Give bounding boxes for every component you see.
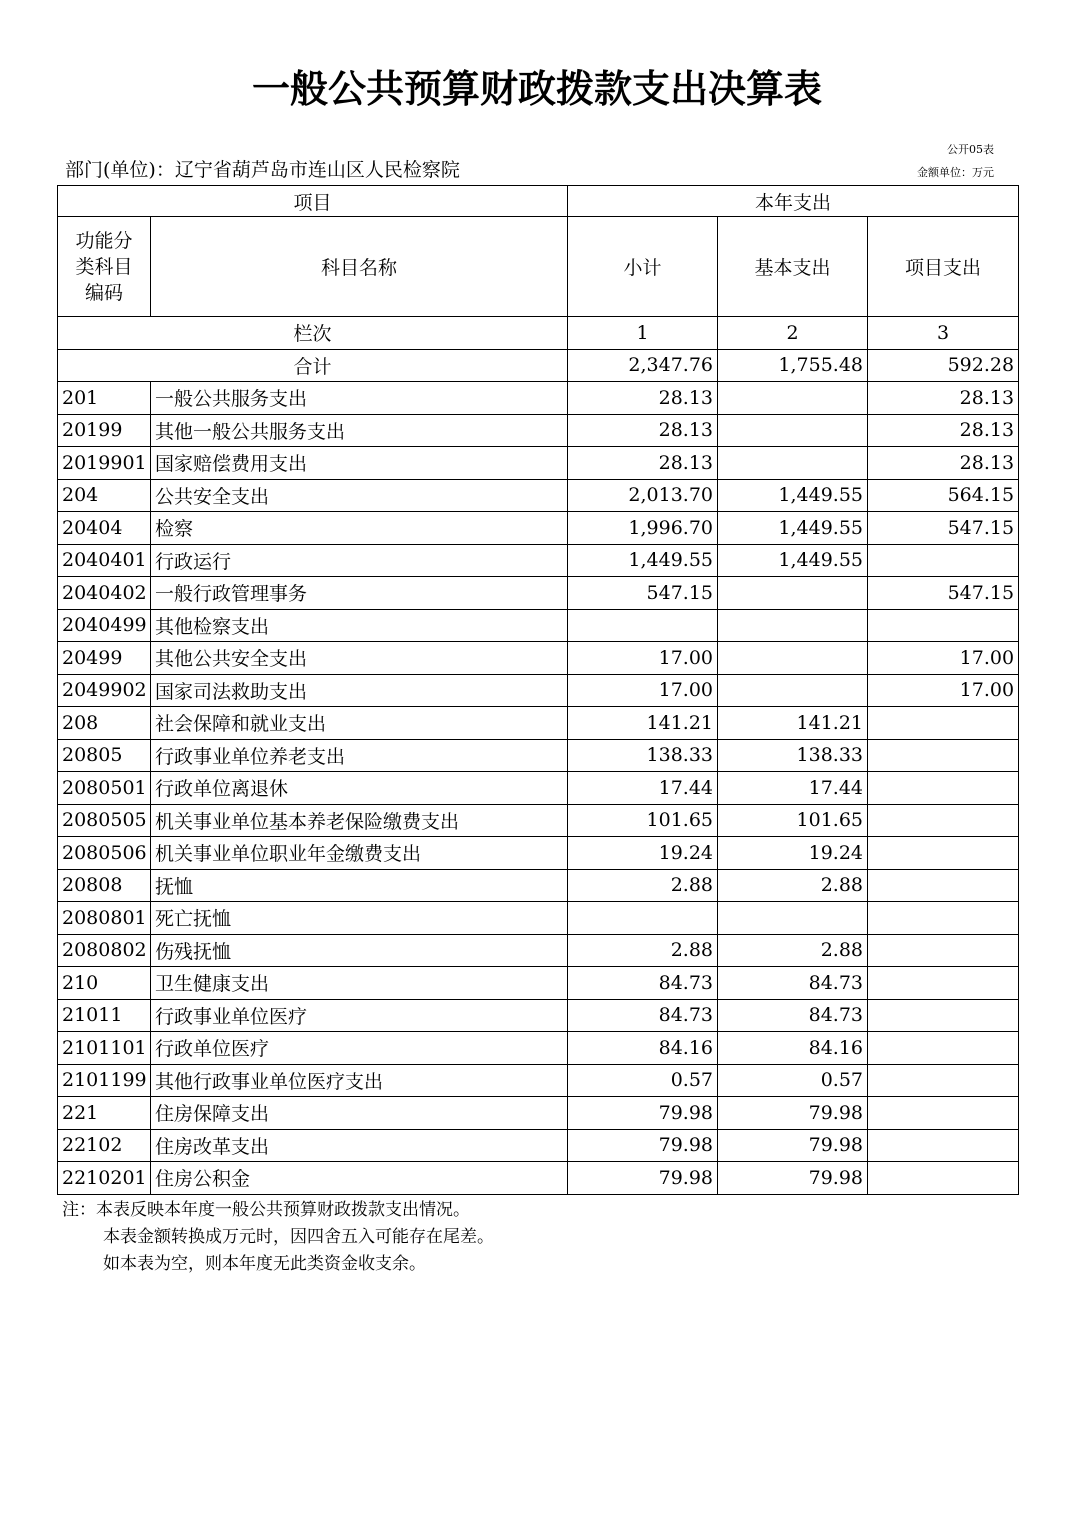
row-name: 行政运行	[151, 544, 568, 577]
row-basic: 79.98	[718, 1129, 868, 1162]
row-subtotal: 141.21	[568, 707, 718, 740]
row-code: 21011	[58, 999, 151, 1032]
table-row	[58, 1097, 1019, 1130]
row-basic: 19.24	[718, 837, 868, 870]
row-code: 2080802	[58, 934, 151, 967]
row-name: 其他行政事业单位医疗支出	[151, 1064, 568, 1097]
note-line: 如本表为空，则本年度无此类资金收支余。	[103, 1254, 426, 1274]
table-row	[58, 934, 1019, 967]
row-project: 28.13	[868, 382, 1019, 415]
row-subtotal: 2.88	[568, 869, 718, 902]
row-project	[868, 1129, 1019, 1162]
header-current-year-expense: 本年支出	[568, 186, 1019, 217]
row-code: 221	[58, 1097, 151, 1130]
row-name: 住房保障支出	[151, 1097, 568, 1130]
row-basic: 141.21	[718, 707, 868, 740]
form-number: 公开05表	[947, 143, 994, 156]
row-project: 564.15	[868, 479, 1019, 512]
row-code: 208	[58, 707, 151, 740]
row-basic: 17.44	[718, 772, 868, 805]
row-name: 一般公共服务支出	[151, 382, 568, 415]
table-row	[58, 609, 1019, 642]
row-code: 20808	[58, 869, 151, 902]
row-project	[868, 999, 1019, 1032]
row-basic	[718, 609, 868, 642]
row-subtotal: 84.73	[568, 967, 718, 1000]
table-row	[58, 674, 1019, 707]
row-basic: 101.65	[718, 804, 868, 837]
row-basic: 1,449.55	[718, 544, 868, 577]
row-basic	[718, 642, 868, 675]
column-index-1: 1	[568, 317, 718, 350]
row-subtotal: 2,013.70	[568, 479, 718, 512]
table-row	[58, 577, 1019, 610]
row-project	[868, 804, 1019, 837]
row-name: 住房公积金	[151, 1162, 568, 1195]
table-row	[58, 837, 1019, 870]
row-subtotal: 28.13	[568, 382, 718, 415]
row-subtotal: 1,449.55	[568, 544, 718, 577]
row-name: 其他检察支出	[151, 609, 568, 642]
row-subtotal: 138.33	[568, 739, 718, 772]
row-subtotal	[568, 902, 718, 935]
row-code: 2080505	[58, 804, 151, 837]
header-basic: 基本支出	[718, 217, 868, 317]
table-row	[58, 382, 1019, 415]
table-row	[58, 1064, 1019, 1097]
row-basic: 2.88	[718, 869, 868, 902]
row-project: 28.13	[868, 414, 1019, 447]
row-subtotal: 79.98	[568, 1097, 718, 1130]
row-name: 国家赔偿费用支出	[151, 447, 568, 480]
row-subtotal: 84.73	[568, 999, 718, 1032]
row-code: 2040402	[58, 577, 151, 610]
header-row-columns	[58, 217, 1019, 317]
row-subtotal	[568, 609, 718, 642]
row-code: 22102	[58, 1129, 151, 1162]
row-name: 社会保障和就业支出	[151, 707, 568, 740]
header-subject-name: 科目名称	[151, 217, 568, 317]
row-code: 204	[58, 479, 151, 512]
row-basic	[718, 382, 868, 415]
row-code: 2019901	[58, 447, 151, 480]
row-basic	[718, 902, 868, 935]
table-row	[58, 447, 1019, 480]
expense-table	[57, 185, 1019, 1195]
column-index-row	[58, 317, 1019, 350]
row-name: 行政事业单位医疗	[151, 999, 568, 1032]
row-subtotal: 1,996.70	[568, 512, 718, 545]
note-line: 本表金额转换成万元时，因四舍五入可能存在尾差。	[103, 1227, 494, 1247]
row-name: 机关事业单位基本养老保险缴费支出	[151, 804, 568, 837]
row-subtotal: 547.15	[568, 577, 718, 610]
table-row	[58, 772, 1019, 805]
total-basic: 1,755.48	[718, 349, 868, 382]
row-project	[868, 707, 1019, 740]
table-row	[58, 479, 1019, 512]
row-code: 210	[58, 967, 151, 1000]
row-project	[868, 869, 1019, 902]
row-name: 其他公共安全支出	[151, 642, 568, 675]
row-project: 17.00	[868, 642, 1019, 675]
row-code: 2040401	[58, 544, 151, 577]
table-row	[58, 902, 1019, 935]
table-row	[58, 804, 1019, 837]
row-project	[868, 1032, 1019, 1065]
column-index-2: 2	[718, 317, 868, 350]
row-name: 国家司法救助支出	[151, 674, 568, 707]
column-index-label: 栏次	[58, 317, 568, 350]
row-subtotal: 17.00	[568, 642, 718, 675]
row-basic: 1,449.55	[718, 512, 868, 545]
row-basic: 84.73	[718, 967, 868, 1000]
row-subtotal: 79.98	[568, 1129, 718, 1162]
row-code: 2210201	[58, 1162, 151, 1195]
row-name: 其他一般公共服务支出	[151, 414, 568, 447]
table-row	[58, 1129, 1019, 1162]
table-row	[58, 642, 1019, 675]
row-basic: 1,449.55	[718, 479, 868, 512]
row-name: 行政单位离退休	[151, 772, 568, 805]
header-subtotal: 小计	[568, 217, 718, 317]
row-subtotal: 28.13	[568, 414, 718, 447]
row-code: 2101101	[58, 1032, 151, 1065]
row-basic: 2.88	[718, 934, 868, 967]
row-name: 住房改革支出	[151, 1129, 568, 1162]
row-code: 20499	[58, 642, 151, 675]
row-project	[868, 934, 1019, 967]
row-name: 检察	[151, 512, 568, 545]
row-code: 2049902	[58, 674, 151, 707]
table-row	[58, 1162, 1019, 1195]
row-project	[868, 609, 1019, 642]
total-row	[58, 349, 1019, 382]
row-name: 伤残抚恤	[151, 934, 568, 967]
row-name: 机关事业单位职业年金缴费支出	[151, 837, 568, 870]
row-project	[868, 544, 1019, 577]
notes	[62, 1197, 494, 1278]
row-name: 公共安全支出	[151, 479, 568, 512]
column-index-3: 3	[868, 317, 1019, 350]
row-subtotal: 0.57	[568, 1064, 718, 1097]
row-name: 死亡抚恤	[151, 902, 568, 935]
total-subtotal: 2,347.76	[568, 349, 718, 382]
row-subtotal: 17.44	[568, 772, 718, 805]
row-project	[868, 837, 1019, 870]
row-subtotal: 84.16	[568, 1032, 718, 1065]
table-row	[58, 512, 1019, 545]
header-row-top	[58, 186, 1019, 217]
row-name: 抚恤	[151, 869, 568, 902]
row-name: 卫生健康支出	[151, 967, 568, 1000]
row-code: 2080506	[58, 837, 151, 870]
table-row	[58, 544, 1019, 577]
row-subtotal: 79.98	[568, 1162, 718, 1195]
department-label: 部门(单位)：辽宁省葫芦岛市连山区人民检察院	[65, 159, 460, 181]
row-code: 20199	[58, 414, 151, 447]
row-project	[868, 1097, 1019, 1130]
table-row	[58, 967, 1019, 1000]
row-basic: 84.73	[718, 999, 868, 1032]
row-project	[868, 739, 1019, 772]
table-row	[58, 414, 1019, 447]
row-basic: 79.98	[718, 1097, 868, 1130]
row-code: 2040499	[58, 609, 151, 642]
row-code: 2080801	[58, 902, 151, 935]
row-subtotal: 28.13	[568, 447, 718, 480]
row-project	[868, 902, 1019, 935]
row-subtotal: 2.88	[568, 934, 718, 967]
row-basic	[718, 674, 868, 707]
header-code: 功能分类科目编码	[58, 217, 151, 317]
row-basic: 138.33	[718, 739, 868, 772]
row-code: 20404	[58, 512, 151, 545]
row-subtotal: 19.24	[568, 837, 718, 870]
table-row	[58, 707, 1019, 740]
row-basic: 0.57	[718, 1064, 868, 1097]
table-row	[58, 739, 1019, 772]
row-name: 一般行政管理事务	[151, 577, 568, 610]
row-basic: 79.98	[718, 1162, 868, 1195]
page-title: 一般公共预算财政拨款支出决算表	[251, 67, 822, 111]
row-project: 28.13	[868, 447, 1019, 480]
row-basic	[718, 414, 868, 447]
row-code: 2101199	[58, 1064, 151, 1097]
amount-unit: 金额单位：万元	[917, 166, 994, 179]
row-subtotal: 101.65	[568, 804, 718, 837]
row-project	[868, 1064, 1019, 1097]
row-code: 2080501	[58, 772, 151, 805]
header-project-expense: 项目支出	[868, 217, 1019, 317]
table-row	[58, 999, 1019, 1032]
row-code: 20805	[58, 739, 151, 772]
row-subtotal: 17.00	[568, 674, 718, 707]
row-name: 行政事业单位养老支出	[151, 739, 568, 772]
row-project: 17.00	[868, 674, 1019, 707]
header-project: 项目	[58, 186, 568, 217]
row-project	[868, 1162, 1019, 1195]
table-row	[58, 869, 1019, 902]
row-project: 547.15	[868, 512, 1019, 545]
row-name: 行政单位医疗	[151, 1032, 568, 1065]
row-basic	[718, 447, 868, 480]
row-basic: 84.16	[718, 1032, 868, 1065]
note-line: 注：本表反映本年度一般公共预算财政拨款支出情况。	[62, 1200, 470, 1220]
row-code: 201	[58, 382, 151, 415]
total-project: 592.28	[868, 349, 1019, 382]
total-label: 合计	[58, 349, 568, 382]
row-project	[868, 967, 1019, 1000]
row-basic	[718, 577, 868, 610]
row-project: 547.15	[868, 577, 1019, 610]
row-project	[868, 772, 1019, 805]
table-row	[58, 1032, 1019, 1065]
